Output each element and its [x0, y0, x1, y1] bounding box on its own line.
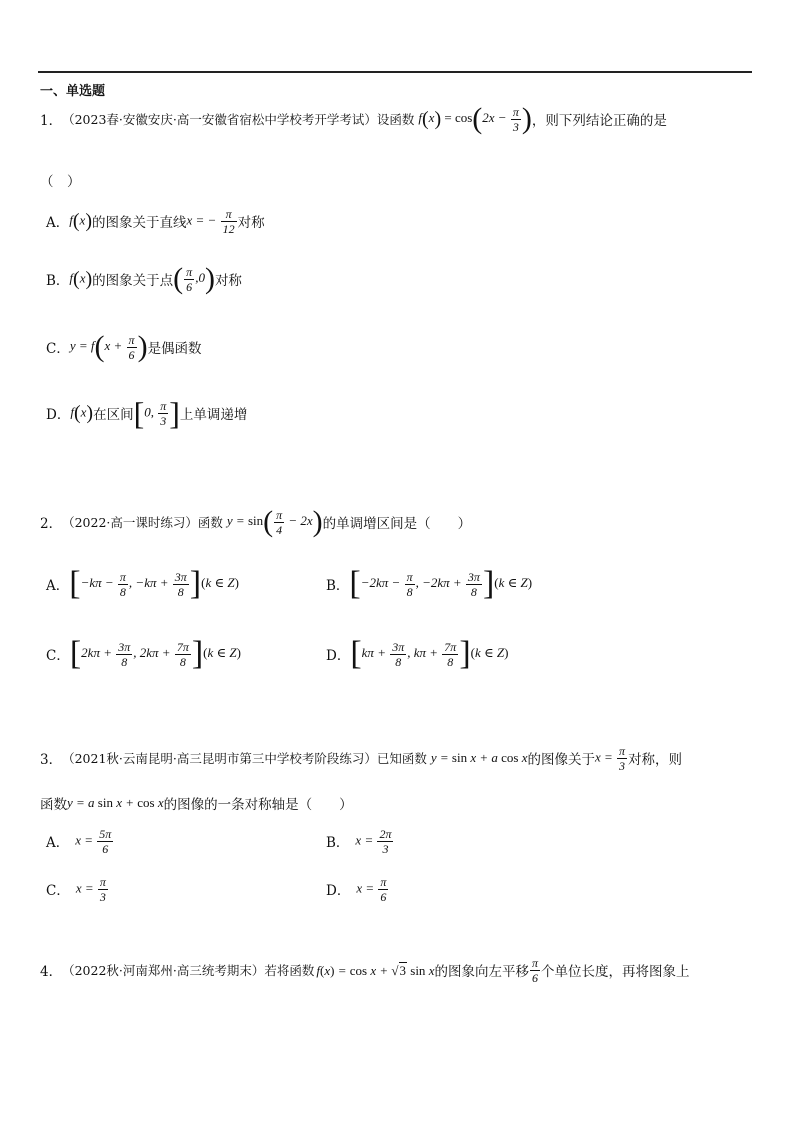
option-a[interactable]: [46, 206, 265, 236]
math-expression: x = − $\frac{\pi}{12}$: [186, 206, 235, 236]
option-label: A．: [46, 578, 70, 594]
question-source: （2022·高一课时练习）函数: [62, 515, 223, 530]
option-c[interactable]: [46, 330, 202, 364]
option-d[interactable]: [326, 872, 389, 906]
math-expression: x = $\frac{\pi}{6}$: [356, 874, 387, 904]
option-label: D．: [326, 648, 351, 664]
math-expression: $\frac{\pi}{6}$: [531, 955, 538, 985]
option-label: C．: [46, 341, 70, 357]
question-stem-mid: 的图像关于: [527, 752, 595, 768]
question-4-stem: [40, 952, 689, 988]
math-expression: y = sin( $\frac{\pi}{4}$ − 2x): [226, 505, 323, 538]
math-expression: f(x): [69, 209, 92, 232]
question-stem-tail: 对称，则: [628, 752, 683, 768]
header-rule: [38, 71, 752, 73]
option-c[interactable]: [46, 872, 109, 906]
question-2-stem: [40, 504, 471, 540]
option-text: 在区间: [93, 407, 134, 423]
option-c[interactable]: [46, 636, 241, 672]
option-label: C．: [46, 883, 70, 899]
option-b[interactable]: [326, 566, 532, 602]
option-label: B．: [326, 578, 350, 594]
option-label: C．: [46, 648, 70, 664]
math-expression: [2kπ + $\frac{3\pi}{8}$ , 2kπ + $\frac{7\pi}{8}$ ](k ∈ Z): [69, 635, 241, 672]
option-b[interactable]: [326, 824, 394, 858]
question-text: 函数: [40, 797, 67, 813]
math-expression: f(x): [70, 401, 94, 424]
option-label: A．: [46, 835, 70, 851]
option-label: A．: [46, 215, 70, 231]
option-b[interactable]: [46, 262, 242, 296]
math-expression: [0, $\frac{\pi}{3}$ ]: [133, 394, 180, 431]
question-3-stem: [40, 740, 682, 776]
answer-blank: （ ）: [40, 174, 81, 190]
math-expression: x = $\frac{\pi}{3}$: [75, 874, 106, 904]
question-stem-tail: 个单位长度，再将图象上: [540, 964, 690, 980]
option-text: 的图象关于点: [92, 273, 174, 289]
question-source: （2021秋·云南昆明·高三昆明市第三中学校考阶段练习）已知函数: [62, 751, 427, 766]
option-text: 上单调递增: [179, 407, 248, 423]
math-expression: [−kπ − $\frac{\pi}{8}$ , −kπ + $\frac{3\pi}{8}$ ](k ∈ Z): [69, 565, 239, 602]
question-source: （2023春·安徽安庆·高一安徽省宿松中学校考开学考试）设函数: [62, 112, 415, 127]
question-source: （2022秋·河南郑州·高三统考期末）若将函数: [62, 963, 315, 978]
option-label: D．: [46, 407, 71, 423]
option-d[interactable]: [326, 636, 508, 672]
option-text: 对称: [214, 273, 242, 289]
question-number: 3．: [40, 752, 63, 768]
option-text: 的图象关于直线: [92, 215, 187, 231]
math-expression: f(x): [69, 267, 93, 290]
option-text: 是偶函数: [147, 341, 202, 357]
math-expression: [kπ + $\frac{3\pi}{8}$ , kπ + $\frac{7\pi}{8}$ ](k ∈ Z): [350, 635, 509, 672]
question-number: 1．: [40, 113, 63, 129]
question-1-stem: [40, 102, 667, 136]
math-expression: [−2kπ − $\frac{\pi}{8}$ , −2kπ + $\frac{3\pi}{8}$ ](k ∈ Z): [349, 565, 533, 602]
math-expression: y = a sin x + cos x: [67, 795, 164, 810]
option-label: B．: [46, 273, 70, 289]
math-expression: f(x) = cos x + √3 sin x: [316, 962, 435, 978]
math-expression: x = $\frac{2\pi}{3}$: [355, 826, 392, 856]
option-label: B．: [326, 835, 350, 851]
option-text: 对称: [237, 215, 265, 231]
option-a[interactable]: [46, 824, 114, 858]
question-3-line2: [40, 792, 353, 814]
question-stem-mid: 的图象向左平移: [434, 964, 529, 980]
option-a[interactable]: [46, 566, 239, 602]
math-expression: y = sin x + a cos x: [430, 750, 528, 765]
math-expression: f(x) = cos(2x − $\frac{\pi}{3}$ ): [418, 102, 532, 135]
question-stem-tail: 的单调增区间是（ ）: [322, 516, 472, 532]
question-number: 2．: [40, 516, 63, 532]
option-d[interactable]: [46, 396, 247, 430]
math-expression: x = $\frac{5\pi}{6}$: [75, 826, 112, 856]
math-expression: ( $\frac{\pi}{6}$ ,0): [173, 262, 215, 295]
question-text: 的图像的一条对称轴是（ ）: [163, 797, 353, 813]
math-expression: x = $\frac{\pi}{3}$: [595, 743, 626, 773]
option-label: D．: [326, 883, 351, 899]
question-stem-tail: ，则下列结论正确的是: [531, 113, 667, 129]
question-number: 4．: [40, 964, 63, 980]
math-expression: y = f(x + $\frac{\pi}{6}$ ): [69, 330, 148, 363]
section-title: 一、单选题: [40, 84, 106, 99]
